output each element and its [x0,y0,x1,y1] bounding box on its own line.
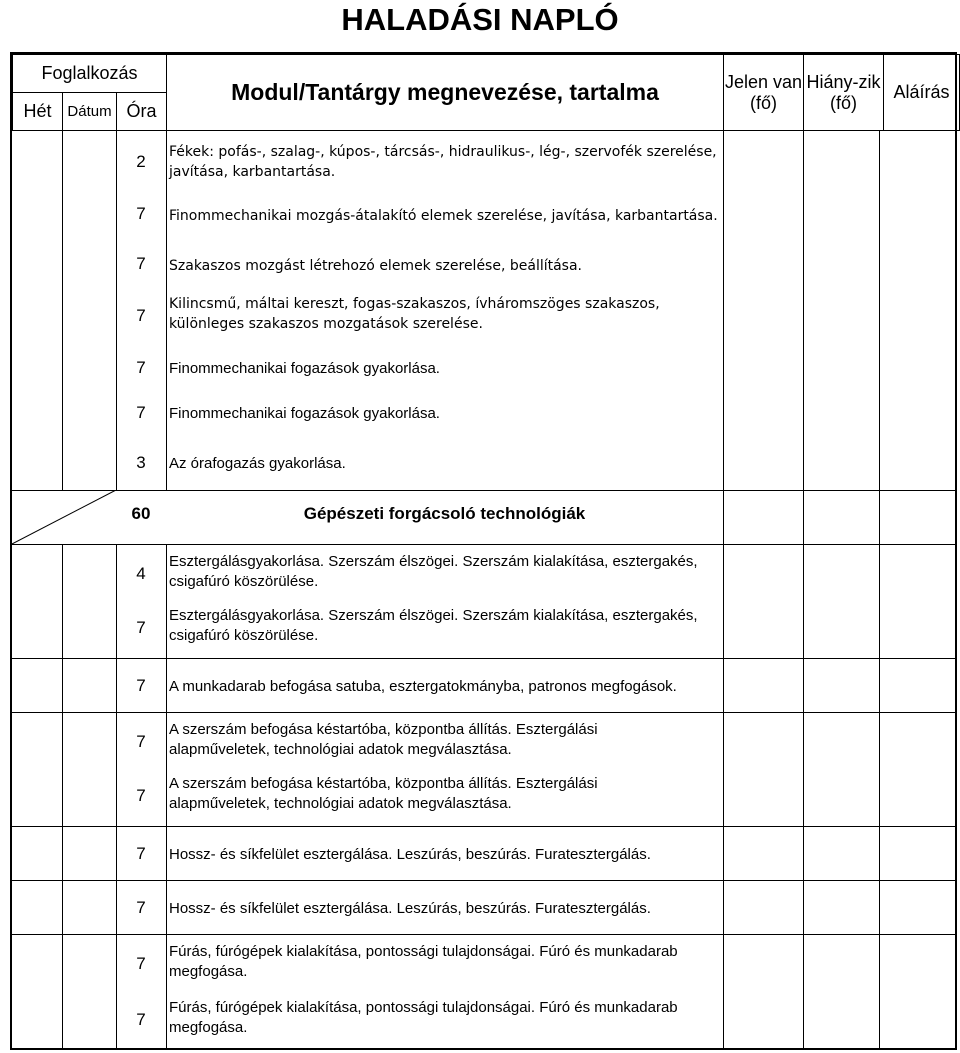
hours-cell: 7 [136,1010,146,1029]
divider [12,544,955,545]
content-line: Az órafogazás gyakorlása. [169,455,346,472]
divider [803,130,804,1050]
content-line: A szerszám befogása késtartóba, központba állítás. Esztergálási [169,775,598,792]
content-line: Finommechanikai fogazások gyakorlása. [169,360,440,377]
jelen-van-unit: (fő) [750,92,778,113]
content-line: Hossz- és síkfelület esztergálása. Leszúrás, beszúrás. Furatesztergálás. [169,846,651,863]
hours-cell: 2 [136,152,146,171]
content-line: alapműveletek, technológiai adatok megválasztása. [169,741,512,758]
content-line: Finommechanikai mozgás-átalakító elemek szerelése, javítása, karbantartása. [169,208,718,224]
content-line: alapműveletek, technológiai adatok megválasztása. [169,795,512,812]
hours-cell: 7 [136,204,146,223]
hours-cell: 7 [136,306,146,325]
content-line: Esztergálásgyakorlása. Szerszám élszögei. Szerszám kialakítása, esztergakés, [169,607,698,624]
content-line: megfogása. [169,963,248,980]
diagonal-line [12,490,116,544]
jelen-van-header [724,55,804,131]
hours-cell: 3 [136,453,146,472]
divider [12,934,955,935]
divider [166,544,167,1050]
content-line: csigafúró köszörülése. [169,627,319,644]
hianyzik-unit: (fő) [830,92,858,113]
hianyzik-label: Hiány-zik [806,71,881,92]
hours-cell: 7 [136,358,146,377]
content-line: Fékek: pofás-, szalag-, kúpos-, tárcsás-, hidraulikus-, lég-, szervofék szerelése, [169,144,717,160]
hours-cell: 7 [136,403,146,422]
content-line: Finommechanikai fogazások gyakorlása. [169,405,440,422]
content-line: különleges szakaszos mozgatások szerelése. [169,316,483,332]
hours-cell: 7 [136,254,146,273]
het-header: Hét [13,93,63,131]
foglalkozas-header: Foglalkozás [13,55,167,93]
hours-cell: 7 [136,844,146,863]
hours-cell: 7 [136,786,146,805]
divider [12,490,955,491]
content-line: csigafúró köszörülése. [169,573,319,590]
content-line: megfogása. [169,1019,248,1036]
alairas-header: Aláírás [884,55,960,131]
page-title: HALADÁSI NAPLÓ [341,2,619,37]
content-line: Esztergálásgyakorlása. Szerszám élszögei. Szerszám kialakítása, esztergakés, [169,553,698,570]
content-line: Hossz- és síkfelület esztergálása. Leszúrás, beszúrás. Furatesztergálás. [169,900,651,917]
log-sheet [10,52,957,1050]
content-line: Kilincsmű, máltai kereszt, fogas-szakaszos, ívháromszöges szakaszos, [169,296,660,312]
hours-cell: 7 [136,954,146,973]
content-line: javítása, karbantartása. [169,164,336,180]
content-line: A munkadarab befogása satuba, esztergatokmányba, patronos megfogások. [169,678,677,695]
ora-header: Óra [117,93,167,131]
datum-header: Dátum [63,93,117,131]
hours-cell: 4 [136,564,146,583]
section-hours: 60 [131,504,151,523]
divider [723,130,724,1050]
hours-cell: 7 [136,676,146,695]
divider [12,712,955,713]
content-line: Fúrás, fúrógépek kialakítása, pontossági tulajdonságai. Fúró és munkadarab [169,943,678,960]
content-line: Szakaszos mozgást létrehozó elemek szerelése, beállítása. [169,258,583,274]
divider [166,130,167,490]
section-title: Gépészeti forgácsoló technológiák [303,504,586,523]
hours-cell: 7 [136,898,146,917]
divider [879,130,880,1050]
divider [62,544,63,1050]
jelen-van-label: Jelen van [724,71,803,92]
content-line: Fúrás, fúrógépek kialakítása, pontossági tulajdonságai. Fúró és munkadarab [169,999,678,1016]
modul-header: Modul/Tantárgy megnevezése, tartalma [167,55,724,131]
divider [12,826,955,827]
header-table [12,54,960,131]
divider [12,880,955,881]
divider [62,130,63,490]
hours-cell: 7 [136,618,146,637]
content-line: A szerszám befogása késtartóba, központba állítás. Esztergálási [169,721,598,738]
hianyzik-header [804,55,884,131]
divider [12,658,955,659]
hours-cell: 7 [136,732,146,751]
